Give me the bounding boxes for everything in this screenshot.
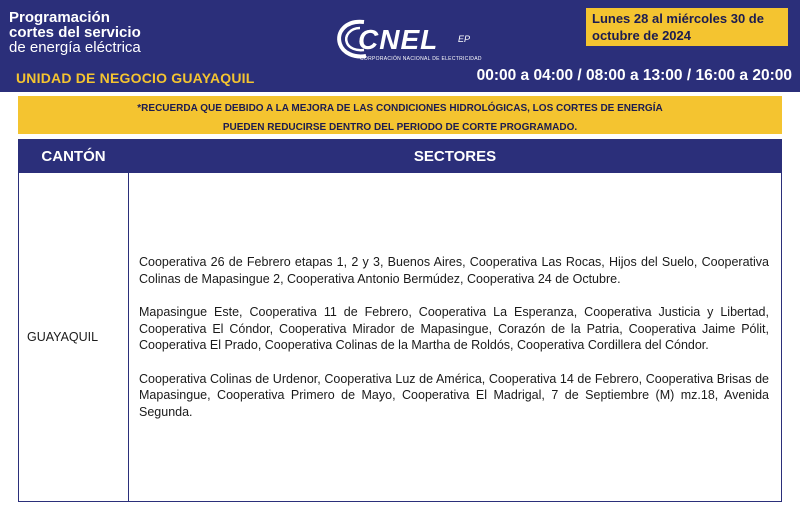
notice-banner bbox=[18, 96, 782, 134]
sector-group-1: Cooperativa 26 de Febrero etapas 1, 2 y 3, Buenos Aires, Cooperativa Las Rocas, Hijos del Suelo, Cooperativa Colinas de Mapasingue 2, Cooperativa Antonio Bermúdez, Cooperativa 24 de Octubre. bbox=[139, 255, 769, 286]
outage-hours: 00:00 a 04:00 / 08:00 a 13:00 / 16:00 a 20:00 bbox=[476, 67, 792, 84]
notice-line-2: PUEDEN REDUCIRSE DENTRO DEL PERIODO DE CORTE PROGRAMADO. bbox=[222, 122, 578, 133]
title-line-3: de energía eléctrica bbox=[9, 39, 141, 56]
sectors-cell bbox=[129, 173, 782, 502]
column-header-canton: CANTÓN bbox=[19, 140, 129, 173]
sector-group-3: Cooperativa Colinas de Urdenor, Cooperativa Luz de América, Cooperativa 14 de Febrero, Cooperativa Brisas de Mapasingue, Cooperativa Primero de Mayo, Cooperativa El Madrigal, 7 de Septiembre (M) mz.18, Avenida Segunda. bbox=[139, 371, 769, 419]
sector-group-2: Mapasingue Este, Cooperativa 11 de Febrero, Cooperativa La Esperanza, Cooperativa Justicia y Libertad, Cooperativa El Cóndor, Cooperativa Mirador de Mapasingue, Corazón de la Patria, Cooperativa Jaime Pólit, Cooperativa El Prado, Cooperativa Colinas de la Martha de Roldós, Cooperativa Cordillera del Cóndor. bbox=[139, 305, 769, 352]
header-banner bbox=[0, 0, 800, 92]
title-line-2: cortes del servicio bbox=[9, 24, 141, 41]
table-row bbox=[19, 173, 782, 502]
logo-wordmark: CNEL bbox=[358, 24, 439, 55]
column-header-sectores: SECTORES bbox=[129, 140, 782, 173]
date-range-badge bbox=[586, 8, 788, 46]
title-line-1: Programación bbox=[9, 9, 110, 26]
business-unit-label: UNIDAD DE NEGOCIO GUAYAQUIL bbox=[16, 70, 255, 86]
outage-table bbox=[18, 139, 782, 502]
page-title bbox=[9, 10, 141, 55]
logo-suffix: EP bbox=[458, 34, 471, 44]
table-header-row bbox=[19, 140, 782, 173]
date-range-text: Lunes 28 al miércoles 30 de octubre de 2024 bbox=[592, 11, 764, 43]
logo-subtitle: CORPORACIÓN NACIONAL DE ELECTRICIDAD bbox=[360, 56, 482, 62]
cnel-logo bbox=[334, 16, 484, 62]
notice-line-1: *RECUERDA QUE DEBIDO A LA MEJORA DE LAS CONDICIONES HIDROLÓGICAS, LOS CORTES DE ENERGÍA bbox=[137, 103, 663, 114]
canton-cell: GUAYAQUIL bbox=[19, 173, 129, 502]
